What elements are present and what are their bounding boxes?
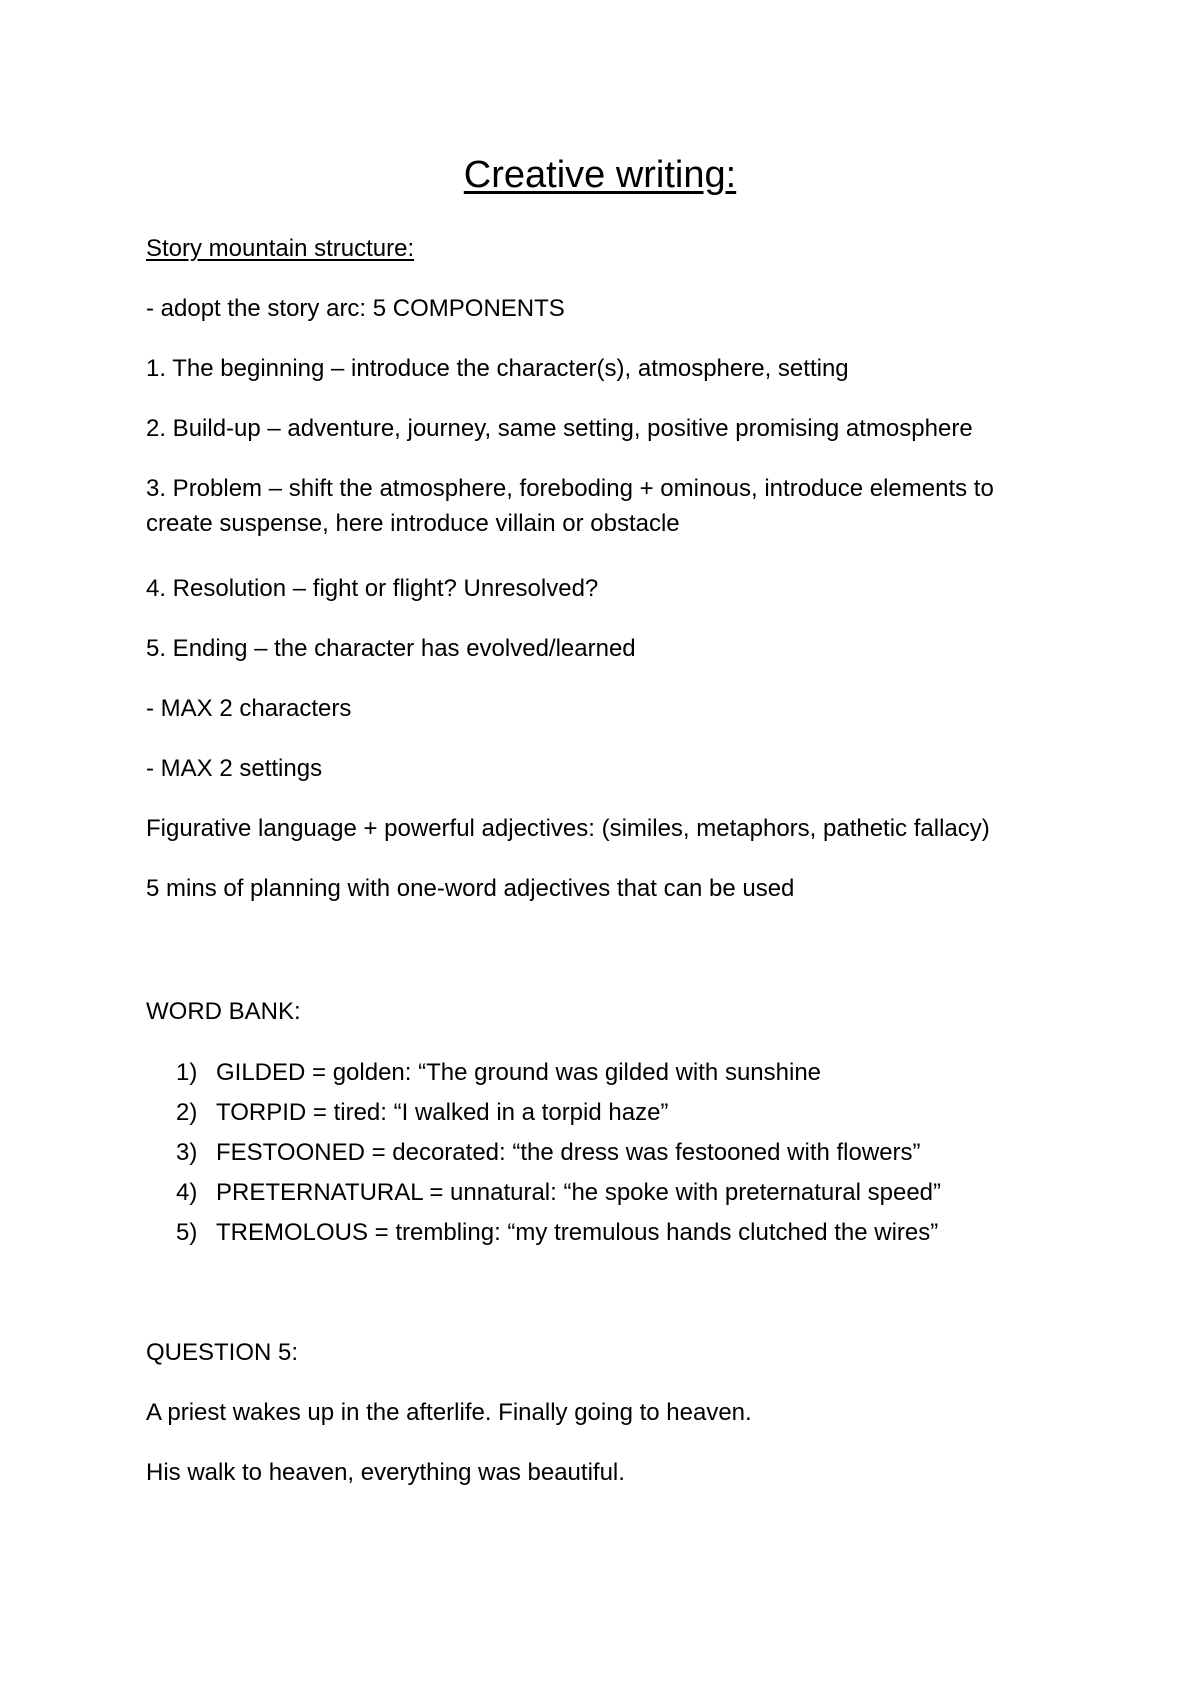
question-heading: QUESTION 5:	[146, 1339, 299, 1366]
list-item-number: 3)	[176, 1139, 198, 1166]
figurative-language-note: Figurative language + powerful adjectives: (similes, metaphors, pathetic fallacy)	[146, 815, 990, 842]
section-heading: Story mountain structure:	[146, 235, 415, 262]
planning-note: 5 mins of planning with one-word adjectives that can be used	[146, 875, 795, 902]
list-item-number: 5)	[176, 1219, 198, 1246]
question-line-2: His walk to heaven, everything was beautiful.	[146, 1459, 625, 1486]
question-line-1: A priest wakes up in the afterlife. Finally going to heaven.	[146, 1399, 752, 1426]
list-item	[176, 1096, 941, 1136]
intro-line: - adopt the story arc: 5 COMPONENTS	[146, 295, 565, 322]
component-beginning: 1. The beginning – introduce the character(s), atmosphere, setting	[146, 355, 849, 382]
list-item	[176, 1056, 941, 1096]
word-bank-heading: WORD BANK:	[146, 998, 301, 1025]
list-item	[176, 1176, 941, 1216]
component-build-up: 2. Build-up – adventure, journey, same setting, positive promising atmosphere	[146, 415, 973, 442]
max-characters-note: - MAX 2 characters	[146, 695, 352, 722]
component-ending: 5. Ending – the character has evolved/learned	[146, 635, 636, 662]
word-bank-list	[176, 1056, 941, 1256]
list-item-text: TREMOLOUS = trembling: “my tremulous hands clutched the wires”	[216, 1219, 939, 1246]
list-item	[176, 1216, 941, 1256]
component-resolution: 4. Resolution – fight or flight? Unresolved?	[146, 575, 599, 602]
list-item-text: FESTOONED = decorated: “the dress was festooned with flowers”	[216, 1139, 921, 1166]
list-item-number: 4)	[176, 1179, 198, 1206]
list-item-number: 2)	[176, 1099, 198, 1126]
page-title: Creative writing:	[463, 154, 737, 196]
list-item	[176, 1136, 941, 1176]
component-problem: 3. Problem – shift the atmosphere, foreboding + ominous, introduce elements to create suspense, here introduce villain or obstacle	[146, 475, 994, 537]
list-item-text: PRETERNATURAL = unnatural: “he spoke with preternatural speed”	[216, 1179, 942, 1206]
list-item-text: TORPID = tired: “I walked in a torpid haze”	[216, 1099, 669, 1126]
list-item-number: 1)	[176, 1059, 198, 1086]
list-item-text: GILDED = golden: “The ground was gilded with sunshine	[216, 1059, 822, 1086]
max-settings-note: - MAX 2 settings	[146, 755, 323, 782]
